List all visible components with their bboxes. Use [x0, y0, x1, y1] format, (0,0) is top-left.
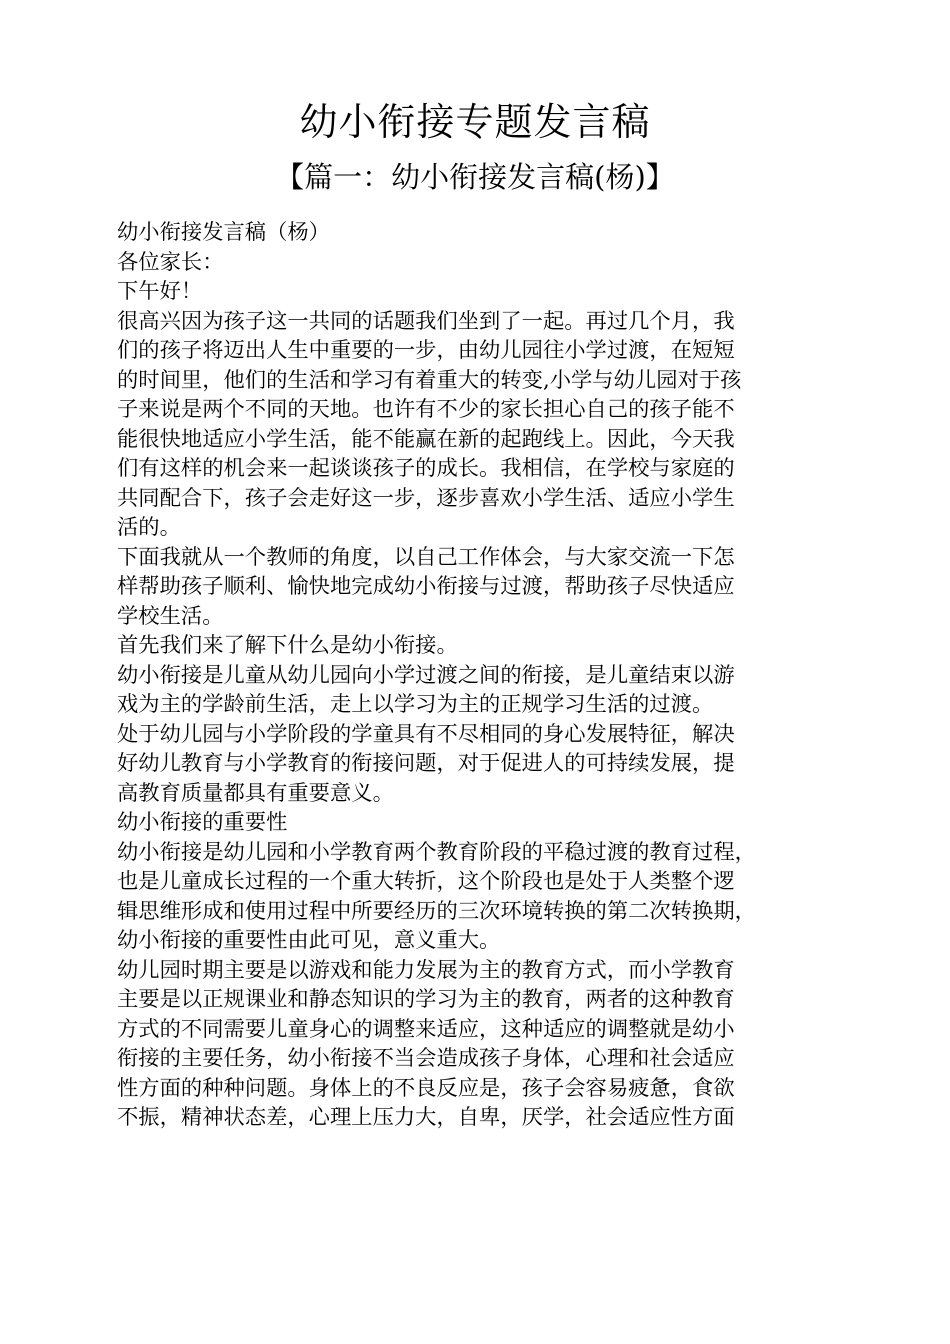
body-line: 辑思维形成和使用过程中所要经历的三次环境转换的第二次转换期， [117, 898, 756, 924]
body-line: 幼儿园时期主要是以游戏和能力发展为主的教育方式，而小学教育 [117, 957, 735, 983]
body-line: 方式的不同需要儿童身心的调整来适应，这种适应的调整就是幼小 [117, 1016, 735, 1042]
body-line: 幼小衔接的重要性 [117, 810, 288, 835]
body-line: 很高兴因为孩子这一共同的话题我们坐到了一起。再过几个月，我 [117, 308, 735, 334]
section-heading: 【篇一：幼小衔接发言稿(杨)】 [275, 160, 675, 194]
body-line: 共同配合下，孩子会走好这一步，逐步喜欢小学生活、适应小学生 [117, 485, 735, 511]
body-line: 学校生活。 [117, 603, 224, 629]
body-line: 活的。 [117, 515, 181, 540]
body-line: 幼小衔接的重要性由此可见，意义重大。 [117, 928, 501, 953]
body-line: 幼小衔接发言稿（杨） [117, 220, 330, 245]
document-body [117, 218, 857, 1133]
body-line: 主要是以正规课业和静态知识的学习为主的教育，两者的这种教育 [117, 987, 735, 1012]
body-line: 下午好！ [117, 279, 203, 304]
body-line: 们有这样的机会来一起谈谈孩子的成长。我相信，在学校与家庭的 [117, 456, 735, 481]
body-line: 幼小衔接是儿童从幼儿园向小学过渡之间的衔接，是儿童结束以游 [117, 662, 735, 688]
body-line: 首先我们来了解下什么是幼小衔接。 [117, 633, 458, 658]
body-line: 子来说是两个不同的天地。也许有不少的家长担心自己的孩子能不 [117, 397, 735, 422]
body-line: 性方面的种种问题。身体上的不良反应是，孩子会容易疲惫，食欲 [117, 1075, 735, 1101]
body-line: 幼小衔接是幼儿园和小学教育两个教育阶段的平稳过渡的教育过程， [117, 839, 756, 865]
body-line: 的时间里，他们的生活和学习有着重大的转变,小学与幼儿园对于孩 [117, 367, 742, 393]
body-line: 各位家长： [117, 249, 224, 275]
body-line: 处于幼儿园与小学阶段的学童具有不尽相同的身心发展特征，解决 [117, 721, 735, 747]
body-line: 好幼儿教育与小学教育的衔接问题，对于促进人的可持续发展，提 [117, 751, 735, 776]
body-line: 下面我就从一个教师的角度，以自己工作体会，与大家交流一下怎 [117, 544, 735, 570]
body-line: 高教育质量都具有重要意义。 [117, 780, 394, 806]
body-line: 能很快地适应小学生活，能不能赢在新的起跑线上。因此，今天我 [117, 426, 735, 452]
document-title: 幼小衔接专题发言稿 [299, 100, 651, 144]
body-line: 戏为主的学龄前生活，走上以学习为主的正规学习生活的过渡。 [117, 692, 714, 717]
body-line: 也是儿童成长过程的一个重大转折，这个阶段也是处于人类整个逻 [117, 869, 735, 894]
body-line: 不振，精神状态差，心理上压力大，自卑，厌学，社会适应性方面 [117, 1105, 735, 1130]
body-line: 衔接的主要任务，幼小衔接不当会造成孩子身体，心理和社会适应 [117, 1046, 735, 1071]
body-line: 们的孩子将迈出人生中重要的一步，由幼儿园往小学过渡，在短短 [117, 338, 735, 363]
body-line: 样帮助孩子顺利、愉快地完成幼小衔接与过渡，帮助孩子尽快适应 [117, 574, 735, 599]
